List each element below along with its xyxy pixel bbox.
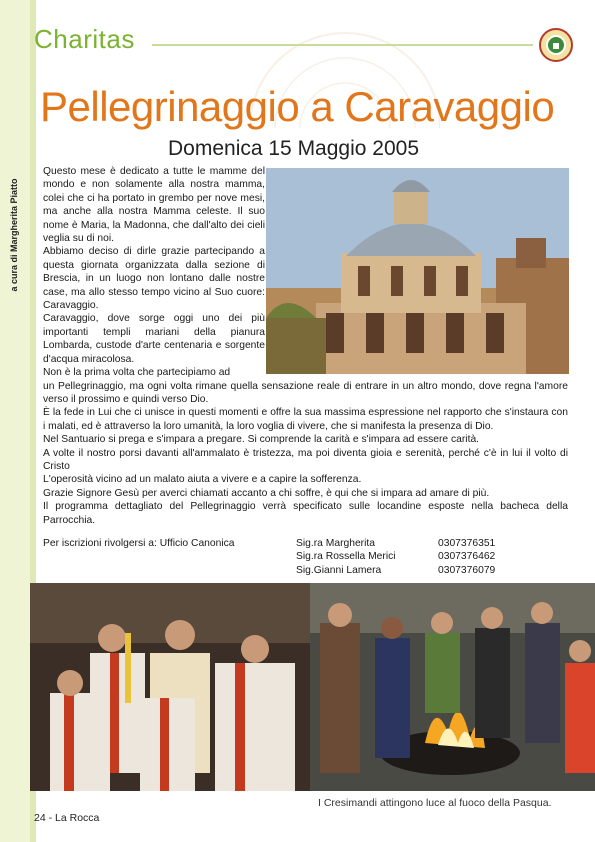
contact-names (296, 537, 396, 577)
paragraph: un Pellegrinaggio, ma ogni volta rimane quella sensazione reale di entrare in un altro mondo, dove regna l'amore verso il prossimo e quindi verso Dio. (43, 380, 568, 405)
easter-fire-photo (30, 583, 595, 791)
author-credit (4, 160, 24, 310)
paragraph: Grazie Signore Gesù per averci chiamati accanto a chi soffre, è qui che si impara ad amare di più. (43, 487, 490, 499)
easter-fire-illustration (30, 583, 595, 791)
article-subtitle: Domenica 15 Maggio 2005 (168, 137, 419, 160)
contact-phones (438, 537, 495, 577)
paragraph: Abbiamo deciso di dirle grazie partecipando a questa giornata organizzata dalla sezione di Brescia, in un luogo non lontano dalle nostre case, ma allo stesso tempo vicino al Suo cuore: Caravaggio. (43, 246, 265, 312)
contact-phone: 0307376079 (438, 564, 496, 576)
section-header (34, 22, 595, 56)
contact-phone: 0307376462 (438, 551, 496, 563)
wrapped-column (43, 165, 265, 380)
article-body (43, 165, 568, 527)
contact-name: Sig.ra Margherita (296, 538, 375, 549)
article-title: Pellegrinaggio a Caravaggio (40, 83, 555, 130)
sidebar-strip (0, 0, 30, 842)
photo-caption: I Cresimandi attingono luce al fuoco della Pasqua. (318, 797, 552, 809)
contacts-label: Per iscrizioni rivolgersi a: Ufficio Canonica (43, 538, 235, 549)
author-credit-text: a cura di Margherita Piatto (9, 178, 19, 292)
paragraph: Il programma dettagliato del Pellegrinaggio verrà specificato sulle locandine esposte nella bacheca della Parrocchia. (43, 501, 568, 526)
paragraph: A volte il nostro porsi davanti all'ammalato è tristezza, ma poi diventa gioia e serenità, perché c'è in lui il volto di Cristo (43, 447, 568, 472)
paragraph: Questo mese è dedicato a tutte le mamme del mondo e non solamente alla nostra mamma, colei che ci ha portato in grembo per nove mesi, ma anche alla nostra Mamma celeste. Il suo nome è Maria, la Madonna, che dall'alto dei cieli veglia su di noi. (43, 166, 265, 245)
contact-name: Sig.ra Rossella Merici (296, 551, 396, 563)
section-divider (152, 44, 533, 46)
section-title: Charitas (34, 24, 135, 54)
paragraph: Nel Santuario si prega e s'impara a pregare. Si comprende la carità e s'impara ad essere carità. (43, 434, 480, 446)
parish-logo (539, 28, 573, 62)
paragraph: L'operosità vicino ad un malato aiuta a vivere e a capire la sofferenza. (43, 474, 362, 486)
paragraph: Non è la prima volta che partecipiamo ad (43, 367, 231, 379)
paragraph: È la fede in Lui che ci unisce in questi momenti e offre la sua massima espressione nel rapporto che s'instaura con i malati, ed è attraverso la loro umanità, la loro voglia di vivere, che si manifesta la presenza di Dio. (43, 407, 568, 432)
contact-phone: 0307376351 (438, 538, 496, 549)
full-width-column (43, 380, 568, 527)
paragraph: Caravaggio, dove sorge oggi uno dei più importanti templi mariani della pianura Lombarda, custode d'arte centenaria e sorgente d'acqua miracolosa. (43, 313, 265, 365)
page-footer: 24 - La Rocca (34, 812, 100, 824)
contact-name: Sig.Gianni Lamera (296, 564, 382, 576)
